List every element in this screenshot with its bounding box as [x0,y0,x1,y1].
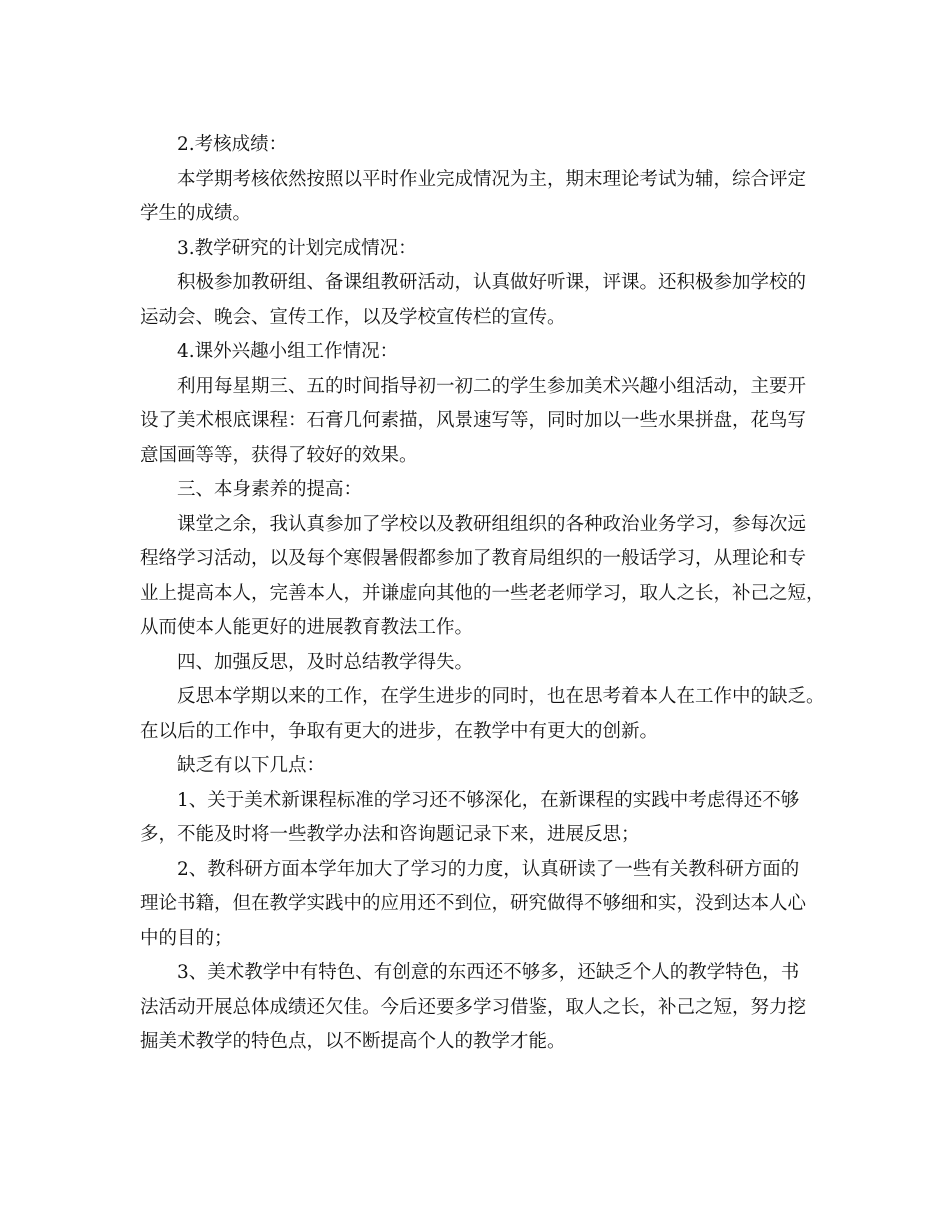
text-line: 3.教学研究的计划完成情况： [177,237,417,259]
text-line: 2、教科研方面本学年加大了学习的力度，认真研读了一些有关教科研方面的 [177,858,800,880]
text-line: 学生的成绩。 [140,203,252,224]
text-line: 意国画等等，获得了较好的效果。 [140,444,418,466]
text-line: 2.考核成绩： [177,134,288,155]
text-line: 三、本身素养的提高： [177,479,363,500]
text-line: 四、加强反思，及时总结教学得失。 [177,651,474,673]
text-line: 中的目的； [140,927,233,949]
text-line: 运动会、晚会、宣传工作，以及学校宣传栏的宣传。 [140,306,566,328]
text-line: 程络学习活动，以及每个寒假暑假都参加了教育局组织的一般话学习，从理论和专 [140,548,807,569]
text-line: 业上提高本人，完善本人，并谦虚向其他的一些老老师学习，取人之长，补己之短， [140,582,825,604]
text-line: 本学期考核依然按照以平时作业完成情况为主，期末理论考试为辅，综合评定 [177,168,807,190]
text-line: 课堂之余，我认真参加了学校以及教研组组织的各种政治业务学习，参每次远 [177,513,807,535]
text-line: 从而使本人能更好的进展教育教法工作。 [140,617,474,638]
text-line: 积极参加教研组、备课组教研活动，认真做好听课，评课。还积极参加学校的 [177,272,807,293]
text-line: 理论书籍，但在教学实践中的应用还不到位，研究做得不够细和实，没到达本人心 [140,893,807,914]
text-line: 掘美术教学的特色点，以不断提高个人的教学才能。 [140,1031,566,1052]
text-line: 多，不能及时将一些教学办法和咨询题记录下来，进展反思； [140,824,640,845]
text-line: 反思本学期以来的工作，在学生进步的同时，也在思考着本人在工作中的缺乏。 [177,686,825,707]
text-line: 3、美术教学中有特色、有创意的东西还不够多，还缺乏个人的教学特色，书 [177,962,800,983]
text-line: 在以后的工作中，争取有更大的进步，在教学中有更大的创新。 [140,720,659,742]
text-line: 4.课外兴趣小组工作情况： [177,341,399,362]
text-line: 缺乏有以下几点： [177,755,326,776]
text-line: 法活动开展总体成绩还欠佳。今后还要多学习借鉴，取人之长，补己之短，努力挖 [140,996,807,1018]
text-line: 1、关于美术新课程标准的学习还不够深化，在新课程的实践中考虑得还不够 [177,789,800,811]
document-body [140,128,825,1060]
text-line: 设了美术根底课程：石膏几何素描，风景速写等，同时加以一些水果拼盘，花鸟写 [140,410,807,431]
text-line: 利用每星期三、五的时间指导初一初二的学生参加美术兴趣小组活动，主要开 [177,375,807,397]
